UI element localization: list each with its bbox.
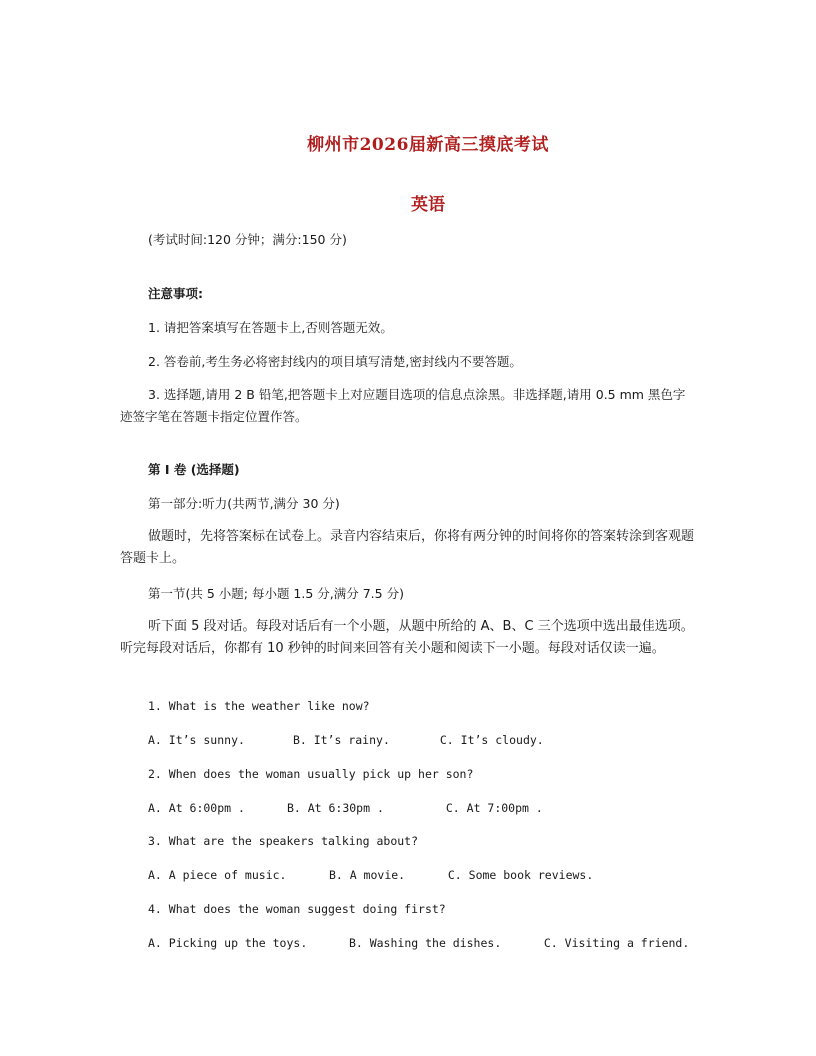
option-a: A. It’s sunny. <box>148 733 245 747</box>
exam-subject: 英语 <box>411 195 445 215</box>
option-c: C. Some book reviews. <box>447 868 594 882</box>
question-stem: 4. What does the woman suggest doing first? <box>148 902 446 916</box>
sub1-heading: 第一节(共 5 小题; 每小题 1.5 分,满分 7.5 分) <box>148 586 404 601</box>
question-stem: 1. What is the weather like now? <box>148 699 370 713</box>
note-item: 1. 请把答案填写在答题卡上,否则答题无效。 <box>148 320 393 335</box>
option-c: C. At 7:00pm . <box>445 801 543 815</box>
question-options <box>148 935 689 951</box>
option-b: B. At 6:30pm . <box>286 801 384 815</box>
option-c: C. It’s cloudy. <box>439 733 544 747</box>
option-a: A. At 6:00pm . <box>148 801 245 815</box>
question-stem: 3. What are the speakers talking about? <box>148 834 419 848</box>
option-b: B. It’s rainy. <box>292 733 390 747</box>
part1-intro: 做题时，先将答案标在试卷上。录音内容结束后，你将有两分钟的时间将你的答案转涂到客观题答题卡上。 <box>120 529 695 566</box>
option-c: C. Visiting a friend. <box>543 936 690 950</box>
notes-heading: 注意事项: <box>148 286 203 301</box>
question-stem: 2. When does the woman usually pick up her son? <box>148 767 474 781</box>
sub1-intro: 听下面 5 段对话。每段对话后有一个小题，从题中所给的 A、B、C 三个选项中选出最佳选项。听完每段对话后，你都有 10 秒钟的时间来回答有关小题和阅读下一小题。每段对话仅读一遍。 <box>120 619 694 656</box>
volume-heading: 第 I 卷 (选择题) <box>148 462 240 477</box>
option-b: B. Washing the dishes. <box>348 936 502 950</box>
part1-heading: 第一部分:听力(共两节,满分 30 分) <box>148 496 340 511</box>
option-b: B. A movie. <box>328 868 406 882</box>
exam-title: 柳州市2026届新高三摸底考试 <box>307 135 549 155</box>
option-a: A. A piece of music. <box>148 868 287 882</box>
exam-info: (考试时间:120 分钟；满分:150 分) <box>148 232 347 247</box>
question-options <box>148 867 593 883</box>
note-item: 3. 选择题,请用 2 B 铅笔,把答题卡上对应题目选项的信息点涂黑。非选择题,请用 0.5 mm 黑色字迹签字笔在答题卡指定位置作答。 <box>120 387 686 424</box>
option-a: A. Picking up the toys. <box>148 936 308 950</box>
note-item: 2. 答卷前,考生务必将密封线内的项目填写清楚,密封线内不要答题。 <box>148 354 522 369</box>
question-options <box>148 732 544 748</box>
question-options <box>148 800 543 816</box>
